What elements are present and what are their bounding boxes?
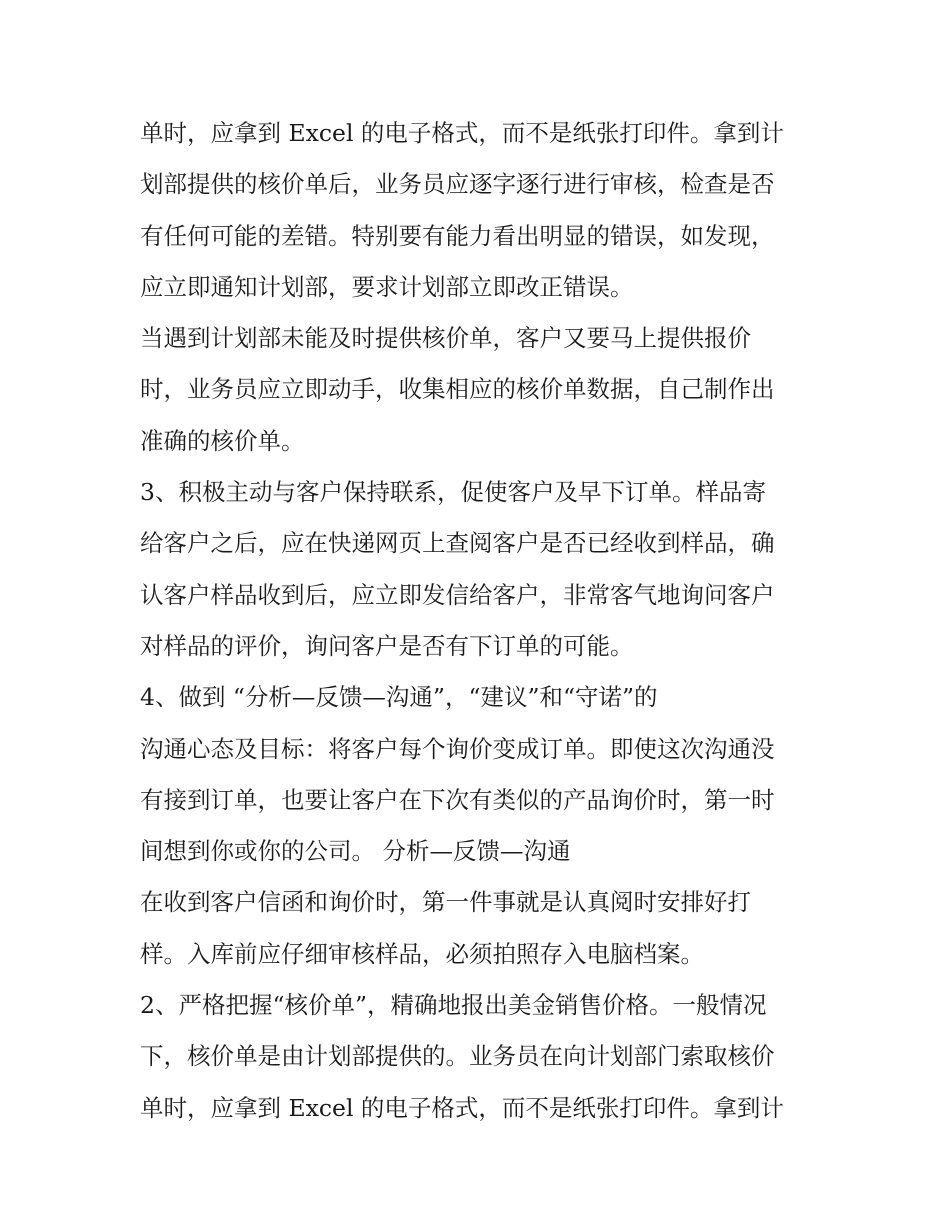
text-line: 应立即通知计划部，要求计划部立即改正错误。 xyxy=(140,272,634,301)
text-line: 给客户之后，应在快递网页上查阅客户是否已经收到样品，确 xyxy=(140,529,775,558)
text-line: 时，业务员应立即动手，收集相应的核价单数据，自己制作出 xyxy=(140,375,775,404)
text-line: 准确的核价单。 xyxy=(140,426,305,455)
text-line: 2、严格把握“核价单”，精确地报出美金销售价格。一般情况 xyxy=(140,991,767,1020)
text-line: 样。入库前应仔细审核样品，必须拍照存入电脑档案。 xyxy=(140,939,704,968)
text-line: 对样品的评价，询问客户是否有下订单的可能。 xyxy=(140,631,634,660)
text-line: 4、做到 “分析—反馈—沟通”，“建议”和“守诺”的 xyxy=(140,683,658,712)
text-line: 有接到订单，也要让客户在下次有类似的产品询价时，第一时 xyxy=(140,785,775,814)
text-line: 3、积极主动与客户保持联系，促使客户及早下订单。样品寄 xyxy=(140,478,766,507)
text-line: 单时，应拿到 Excel 的电子格式，而不是纸张打印件。拿到计 xyxy=(140,119,784,147)
text-line: 划部提供的核价单后，业务员应逐字逐行进行审核，检查是否 xyxy=(140,170,775,199)
text-line: 当遇到计划部未能及时提供核价单，客户又要马上提供报价 xyxy=(140,324,751,353)
text-line: 沟通心态及目标：将客户每个询价变成订单。即使这次沟通没 xyxy=(140,734,775,763)
text-line: 在收到客户信函和询价时，第一件事就是认真阅时安排好打 xyxy=(140,888,751,917)
text-line: 认客户样品收到后，应立即发信给客户，非常客气地询问客户 xyxy=(140,580,775,609)
text-line: 下，核价单是由计划部提供的。业务员在向计划部门索取核价 xyxy=(140,1042,775,1071)
text-line: 单时，应拿到 Excel 的电子格式，而不是纸张打印件。拿到计 xyxy=(140,1093,784,1122)
text-line: 有任何可能的差错。特别要有能力看出明显的错误，如发现， xyxy=(140,221,775,250)
document-body xyxy=(140,108,820,1134)
text-line: 间想到你或你的公司。 分析—反馈—沟通 xyxy=(140,837,571,866)
